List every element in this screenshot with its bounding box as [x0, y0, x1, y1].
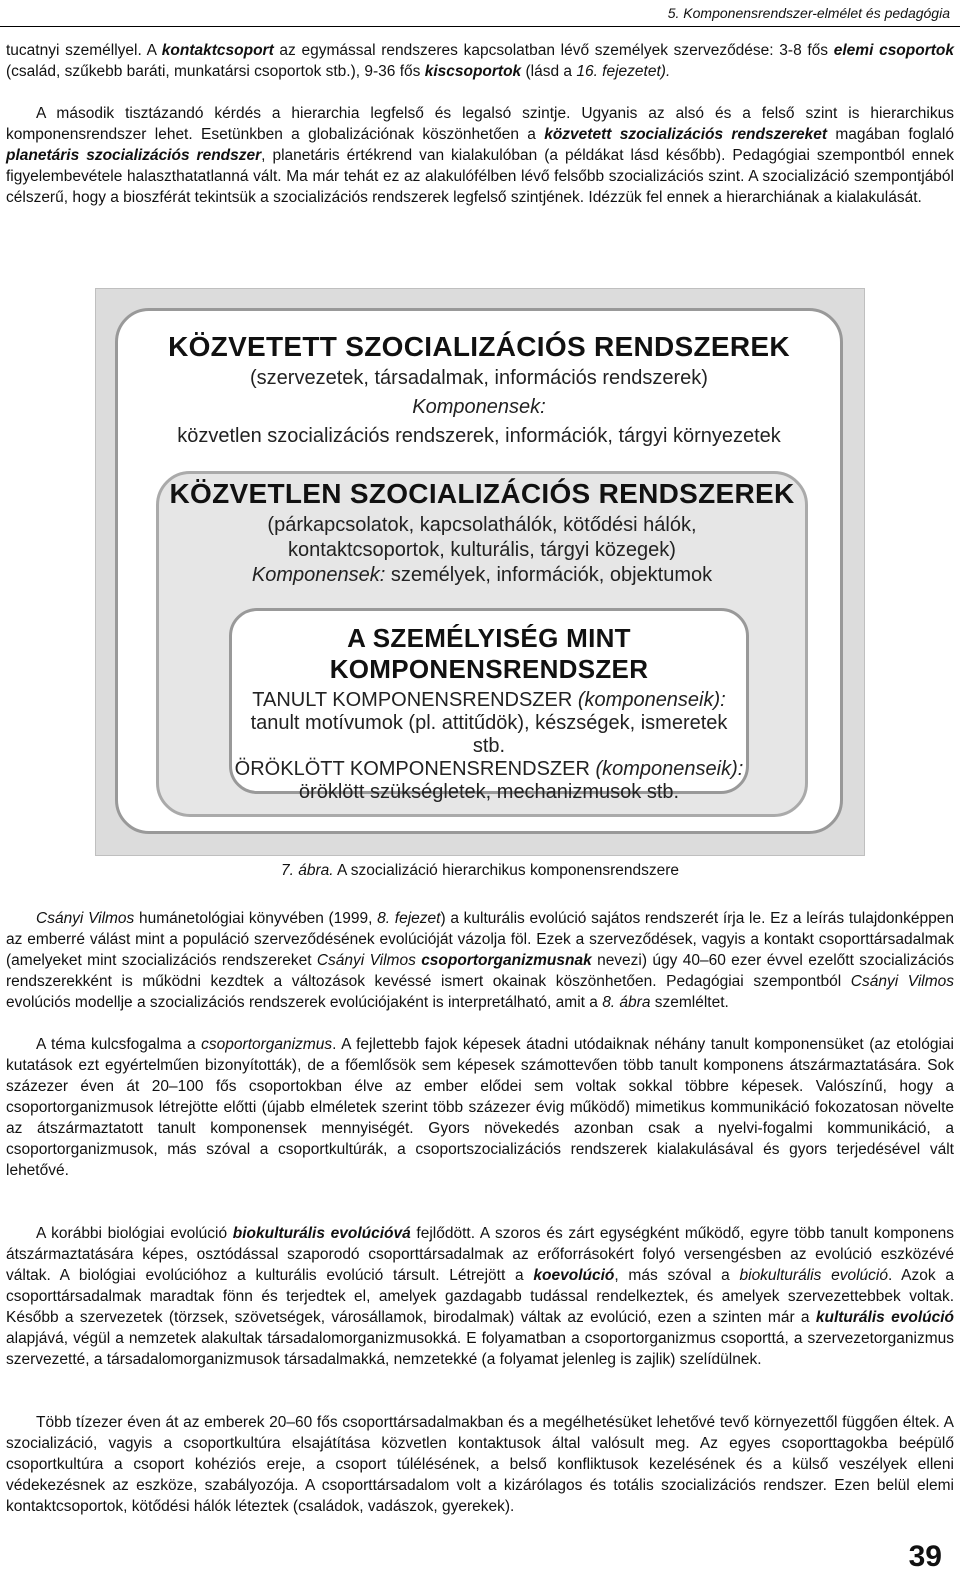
text: humánetológiai könyvében (1999, — [134, 910, 378, 927]
text: (lásd a — [521, 63, 577, 80]
text: evolúciós modellje a szocializációs rendszerek evolúciójaként is interpretálható, amit a — [6, 994, 603, 1011]
term-biokulturalis-evolucio: biokulturális evolúció — [739, 1267, 888, 1284]
middle-subtitle-1: (párkapcsolatok, kapcsolathálók, kötődési hálók, — [267, 514, 697, 536]
paragraph-body-4 — [6, 1412, 954, 1517]
term-kiscsoportok: kiscsoportok — [424, 63, 522, 80]
middle-subtitle-2: kontaktcsoportok, kulturális, tárgyi közegek) — [288, 539, 676, 561]
term-kontaktcsoport: kontaktcsoport — [161, 42, 274, 59]
inner-line-2: tanult motívumok (pl. attitűdök), készségek, ismeretek stb. — [250, 712, 728, 757]
text: szemléltet. — [650, 994, 729, 1011]
chapter-reference: 16. fejezetet). — [576, 63, 671, 80]
outer-components-label: Komponensek: — [412, 396, 546, 418]
outer-box-text — [118, 331, 840, 448]
paragraph-body-2 — [6, 1034, 954, 1181]
inner-box-text — [232, 623, 746, 804]
chapter-title: 5. Komponensrendszer-elmélet és pedagógia — [667, 5, 950, 21]
inner-box — [229, 608, 749, 803]
middle-box-text — [159, 474, 805, 587]
paragraph-body-3 — [6, 1223, 954, 1370]
inner-line-4: öröklött szükségletek, mechanizmusok stb. — [298, 781, 680, 803]
learned-system-note: (komponenseik): — [577, 689, 726, 711]
term-koevolucio: koevolúció — [533, 1267, 615, 1284]
outer-subtitle: (szervezetek, társadalmak, információs rendszerek) — [250, 367, 708, 389]
figure-caption — [0, 862, 960, 880]
outer-box — [115, 308, 843, 834]
middle-box — [156, 471, 808, 817]
term-csoportorganizmus: csoportorganizmusnak — [421, 952, 592, 969]
paragraph-intro-1 — [6, 40, 954, 82]
inherited-system-note: (komponenseik): — [595, 758, 744, 780]
inner-title-1: A SZEMÉLYISÉG MINT — [347, 623, 631, 653]
term-kozvetett: közvetett szocializációs rendszereket — [544, 126, 828, 143]
caption-text: A szocializáció hierarchikus komponensrendszere — [333, 862, 680, 879]
author-name: Csányi Vilmos — [316, 952, 416, 969]
text: Több tízezer éven át az emberek 20–60 fős csoporttársadalmakban és a megélhetésüket lehetővé tevő környezettől függően éltek. A szocializáció, vagyis a csoportkultúra elsajátítása közvetlen kontaktusok által valósult meg. Az egyes csoporttagokba beépülő csoportkultúra a csoport kohéziós ereje, a csoport túlélésének, a belső konfliktusok kezelésének és a külső veszélyek elleni védekezésnek az eszköze, szabályozója. A csoporttársadalom volt a kizárólagos és totális szocializációs rendszer. Ezen belül elemi kontaktcsoportok, kötődési hálók léteztek (családok, vadászok, gyerekek). — [6, 1414, 954, 1515]
term-kulturalis-evolucio: kulturális evolúció — [815, 1309, 954, 1326]
text: az egymással rendszeres kapcsolatban lévő személyek szerveződése: 3-8 fős — [273, 42, 834, 59]
author-name: Csányi Vilmos — [36, 910, 135, 927]
outer-components: közvetlen szocializációs rendszerek, információk, tárgyi környezetek — [177, 425, 781, 447]
text: fejlődött. A szoros és zárt egységként működő, egyre több tanult komponens átszármaztatására képes, osztódással szaporodó csoporttársadalmak az erőforrásokért folyó versengésben az evolúció eszközévé váltak. A biológiai evolúcióhoz a kulturális evolúció társult. Létrejött a — [6, 1225, 954, 1284]
page-number: 39 — [908, 1540, 942, 1573]
inner-line-3 — [232, 758, 746, 781]
text: . Azok a csoporttársadalmak maradtak fönn és terjedtek el, amelyek gazdagabb tudással rendelkeztek, és amelyek szervezettebbek voltak. Később a szervezetek (törzsek, szövetségek, városállamok, birodalmak) váltak az evolúció, ezen a szinten már a — [6, 1267, 954, 1326]
text: nevezi) úgy 40–60 ezer évvel ezelőtt szocializációs rendszerekként is működni kezdtek a változások kevéssé ismert okainak köszönhetően. Pedagógiai szempontból — [6, 952, 955, 990]
term-biokulturalis: biokulturális evolúcióvá — [232, 1225, 411, 1242]
text: ) a kulturális evolúció sajátos rendszerét írja le. Ez a leírás tulajdonképpen az emberré válást mint a populáció szerveződésének evolúcióját vázolja föl. Ezek a szerveződések, vagyis a kontakt csoporttársadalmak (amelyeket mint szocializációs rendszereket — [6, 910, 954, 969]
paragraph-body-1 — [6, 908, 954, 1013]
inner-line-1 — [232, 689, 746, 712]
term-planetaris: planetáris szocializációs rendszer — [6, 147, 262, 164]
middle-components-label: Komponensek: — [251, 564, 386, 586]
middle-components — [159, 564, 805, 587]
text: . A fejlettebb fajok képesek átadni utódaiknak néhány tanult komponensüket (az etológiai kutatások ezt egyértelműen bizonyították), de a főemlősök sem képesek számottevően több tanult komponens átszármaztatására. Sok százezer éven át 20–100 fős csoportokban élve az ember elődei sem voltak sokkal többre képesek. Valószínű, hogy a csoportorganizmusok létrejötte előtti (újabb elméletek szerint több százezer évig működő) mimetikus kommunikáció fokozatosan növelte az átszármaztatott tanult komponensek mennyiségét. Gyors növekedés azonban csak a nyelvi-fogalmi kommunikáció, a csoportorganizmusok, más szóval a csoportkultúrák, a csoportszocializációs rendszerek kialakulásával és gyors terjedésével vált lehetővé. — [6, 1036, 954, 1179]
inner-title-2: KOMPONENSRENDSZER — [329, 654, 649, 684]
inherited-system-label: ÖRÖKLÖTT KOMPONENSRENDSZER — [234, 758, 596, 780]
running-header — [0, 0, 960, 26]
text: , más szóval a — [614, 1267, 740, 1284]
text: A téma kulcsfogalma a — [36, 1036, 202, 1053]
author-name: Csányi Vilmos — [850, 973, 954, 990]
text: tucatnyi személlyel. A — [6, 42, 162, 59]
text: alapjává, végül a nemzetek alakultak társadalomorganizmusokká. E folyamatban a csoportorganizmus csoporttá, a szervezetorganizmus szervezetté, a társadalomorganizmusok társadalmakká, nemzetekké (a folyamat jelenleg is zajlik) szelídülnek. — [6, 1330, 954, 1368]
paragraph-intro-2 — [6, 103, 954, 208]
header-rule — [0, 26, 960, 27]
text: A korábbi biológiai evolúció — [36, 1225, 233, 1242]
text: (család, szűkebb baráti, munkatársi csoportok stb.), 9-36 fős — [6, 63, 425, 80]
term-csoportorganizmus: csoportorganizmus — [201, 1036, 333, 1053]
text: A második tisztázandó kérdés a hierarchia legfelső és legalsó szintje. Ugyanis az alsó és a felső szint is hierarchikus komponensrendszer lehet. Esetünkben a globalizációnak köszönhetően a — [6, 105, 954, 143]
outer-title: KÖZVETETT SZOCIALIZÁCIÓS RENDSZEREK — [168, 331, 790, 362]
term-elemi-csoportok: elemi csoportok — [833, 42, 954, 59]
text: , planetáris értékrend van kialakulóban (a példákat lásd később). Pedagógiai szempontból ennek figyelembevétele halaszthatatlanná vált. Ma már tehát ez az alakulófélben lévő felsőbb szocializációs szint. A szocializáció szempontjából célszerű, hogy a bioszférát tekintsük a szocializációs rendszerek legfelső szintjének. Idézzük fel ennek a hierarchiának a kialakulását. — [6, 147, 954, 206]
figure-reference: 8. ábra — [602, 994, 651, 1011]
learned-system-label: TANULT KOMPONENSRENDSZER — [252, 689, 578, 711]
chapter-reference: 8. fejezet — [377, 910, 441, 927]
figure-number: 7. ábra. — [280, 862, 334, 879]
figure-diagram — [95, 288, 865, 856]
middle-title: KÖZVETLEN SZOCIALIZÁCIÓS RENDSZEREK — [169, 478, 795, 509]
middle-components-list: személyek, információk, objektumok — [385, 564, 713, 586]
text: magában foglaló — [827, 126, 954, 143]
